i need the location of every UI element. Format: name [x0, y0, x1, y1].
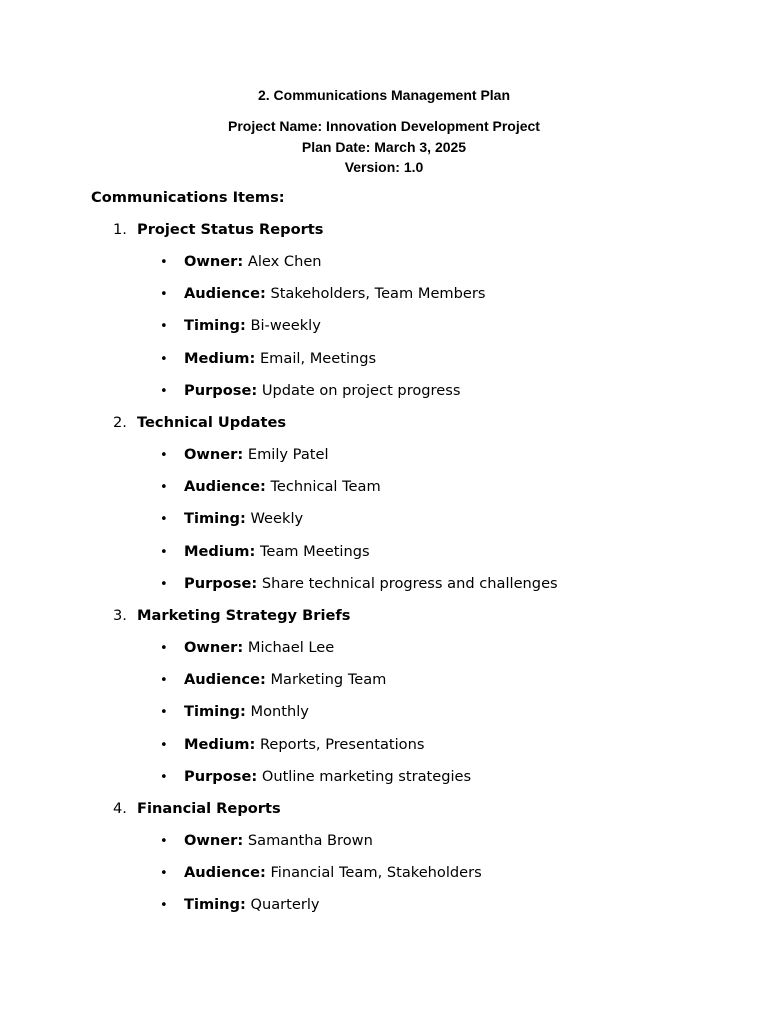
bullet-icon: •	[160, 898, 168, 913]
detail-row	[160, 284, 486, 305]
detail-label: Owner:	[184, 639, 244, 656]
detail-value: Samantha Brown	[243, 832, 373, 849]
detail-row	[160, 349, 376, 370]
bullet-icon: •	[160, 319, 168, 334]
detail-value: Stakeholders, Team Members	[265, 285, 486, 302]
detail-row	[160, 252, 322, 273]
detail-row	[160, 477, 381, 498]
version: Version: 1.0	[344, 159, 424, 175]
detail-value: Marketing Team	[265, 671, 387, 688]
detail-value: Quarterly	[245, 896, 320, 913]
bullet-icon: •	[160, 480, 168, 495]
detail-row	[160, 767, 471, 788]
bullet-icon: •	[160, 705, 168, 720]
detail-row	[160, 863, 482, 884]
bullet-icon: •	[160, 545, 168, 560]
detail-row	[160, 316, 321, 337]
bullet-icon: •	[160, 673, 168, 688]
item-number: 3.	[113, 607, 127, 624]
detail-row	[160, 831, 373, 852]
bullet-icon: •	[160, 512, 168, 527]
detail-value: Email, Meetings	[255, 350, 377, 367]
detail-row	[160, 895, 320, 916]
detail-label: Audience:	[184, 478, 266, 495]
detail-label: Medium:	[184, 543, 256, 560]
detail-row	[160, 670, 386, 691]
detail-row	[160, 735, 424, 756]
detail-label: Owner:	[184, 253, 244, 270]
item-number: 1.	[113, 221, 127, 238]
detail-value: Team Meetings	[255, 543, 370, 560]
detail-label: Audience:	[184, 285, 266, 302]
detail-label: Purpose:	[184, 382, 258, 399]
comm-item-heading	[113, 413, 286, 433]
item-title: Financial Reports	[137, 800, 281, 817]
detail-label: Timing:	[184, 317, 246, 334]
detail-label: Owner:	[184, 832, 244, 849]
comm-item-heading	[113, 799, 281, 819]
detail-value: Technical Team	[265, 478, 381, 495]
bullet-icon: •	[160, 255, 168, 270]
bullet-icon: •	[160, 352, 168, 367]
bullet-icon: •	[160, 866, 168, 881]
bullet-icon: •	[160, 384, 168, 399]
detail-row	[160, 702, 309, 723]
detail-row	[160, 574, 558, 595]
detail-value: Bi-weekly	[245, 317, 321, 334]
detail-row	[160, 542, 370, 563]
document-title: 2. Communications Management Plan	[257, 87, 511, 103]
detail-label: Owner:	[184, 446, 244, 463]
plan-date: Plan Date: March 3, 2025	[301, 139, 467, 155]
detail-row	[160, 445, 329, 466]
bullet-icon: •	[160, 770, 168, 785]
bullet-icon: •	[160, 287, 168, 302]
detail-value: Emily Patel	[243, 446, 329, 463]
bullet-icon: •	[160, 834, 168, 849]
item-number: 2.	[113, 414, 127, 431]
detail-value: Michael Lee	[243, 639, 335, 656]
bullet-icon: •	[160, 577, 168, 592]
item-title: Project Status Reports	[137, 221, 324, 238]
bullet-icon: •	[160, 641, 168, 656]
detail-label: Timing:	[184, 896, 246, 913]
detail-label: Timing:	[184, 703, 246, 720]
item-number: 4.	[113, 800, 127, 817]
detail-label: Timing:	[184, 510, 246, 527]
detail-row	[160, 638, 334, 659]
detail-value: Financial Team, Stakeholders	[265, 864, 482, 881]
detail-label: Audience:	[184, 671, 266, 688]
detail-label: Medium:	[184, 350, 256, 367]
bullet-icon: •	[160, 738, 168, 753]
detail-row	[160, 509, 303, 530]
detail-label: Purpose:	[184, 768, 258, 785]
bullet-icon: •	[160, 448, 168, 463]
comm-item-heading	[113, 220, 323, 240]
detail-value: Update on project progress	[257, 382, 461, 399]
detail-value: Outline marketing strategies	[257, 768, 472, 785]
project-name: Project Name: Innovation Development Project	[228, 118, 540, 134]
detail-value: Weekly	[245, 510, 304, 527]
detail-label: Purpose:	[184, 575, 258, 592]
detail-value: Alex Chen	[243, 253, 322, 270]
detail-value: Share technical progress and challenges	[257, 575, 558, 592]
item-title: Technical Updates	[137, 414, 287, 431]
detail-row	[160, 381, 460, 402]
detail-label: Medium:	[184, 736, 256, 753]
detail-value: Monthly	[245, 703, 309, 720]
detail-label: Audience:	[184, 864, 266, 881]
detail-value: Reports, Presentations	[255, 736, 425, 753]
comm-item-heading	[113, 606, 350, 626]
item-title: Marketing Strategy Briefs	[137, 607, 351, 624]
section-heading: Communications Items:	[91, 189, 285, 206]
